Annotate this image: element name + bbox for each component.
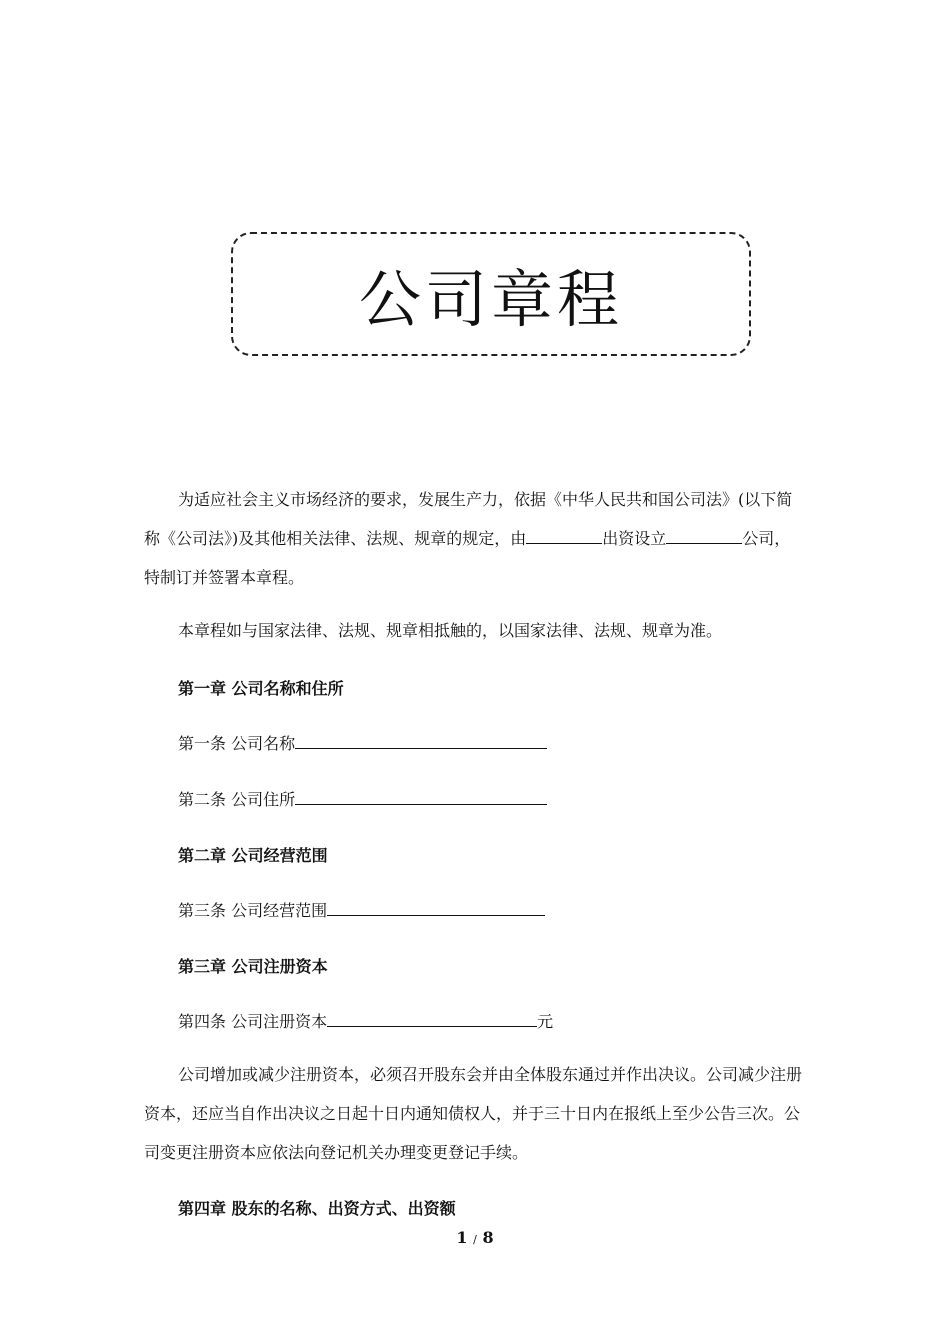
chapter-3-heading: 第三章 公司注册资本 bbox=[178, 957, 328, 976]
page-separator: / bbox=[473, 1233, 477, 1246]
company-blank bbox=[666, 526, 742, 544]
intro-text-b: 出资设立 bbox=[602, 529, 667, 548]
conflict-paragraph: 本章程如与国家法律、法规、规章相抵触的，以国家法律、法规、规章为准。 bbox=[178, 621, 723, 640]
article-1 bbox=[178, 731, 547, 754]
company-name-blank bbox=[295, 731, 547, 749]
article-4-label: 第四条 公司注册资本 bbox=[178, 1012, 328, 1031]
current-page: 1 bbox=[456, 1228, 468, 1247]
article-3-label: 第三条 公司经营范围 bbox=[178, 901, 328, 920]
business-scope-blank bbox=[327, 898, 545, 916]
article-2-label: 第二条 公司住所 bbox=[178, 790, 296, 809]
total-pages: 8 bbox=[482, 1228, 494, 1247]
currency-unit: 元 bbox=[537, 1012, 554, 1031]
chapter-4-heading: 第四章 股东的名称、出资方式、出资额 bbox=[178, 1199, 456, 1218]
chapter-2-heading: 第二章 公司经营范围 bbox=[178, 846, 328, 865]
chapter-1-heading: 第一章 公司名称和住所 bbox=[178, 679, 344, 698]
investor-blank bbox=[526, 526, 602, 544]
intro-paragraph bbox=[144, 480, 806, 597]
article-1-label: 第一条 公司名称 bbox=[178, 734, 296, 753]
article-4 bbox=[178, 1009, 553, 1032]
article-3 bbox=[178, 898, 545, 921]
intro-text-a: 为适应社会主义市场经济的要求，发展生产力，依据《中华人民共和国公司法》(以下简称《公司法》)及其他相关法律、法规、规章的规定，由 bbox=[144, 490, 793, 548]
article-2 bbox=[178, 787, 547, 810]
document-title: 公司章程 bbox=[358, 262, 623, 336]
registered-capital-blank bbox=[327, 1009, 537, 1027]
capital-change-paragraph: 公司增加或减少注册资本，必须召开股东会并由全体股东通过并作出决议。公司减少注册资本，还应当自作出决议之日起十日内通知债权人，并于三十日内在报纸上至少公告三次。公司变更注册资本应依法向登记机关办理变更登记手续。 bbox=[144, 1065, 803, 1162]
company-address-blank bbox=[295, 787, 547, 805]
intro-text-c: 公司，特制订并签署本章程。 bbox=[144, 529, 791, 587]
page-number bbox=[0, 1228, 950, 1247]
title-frame bbox=[231, 232, 751, 356]
